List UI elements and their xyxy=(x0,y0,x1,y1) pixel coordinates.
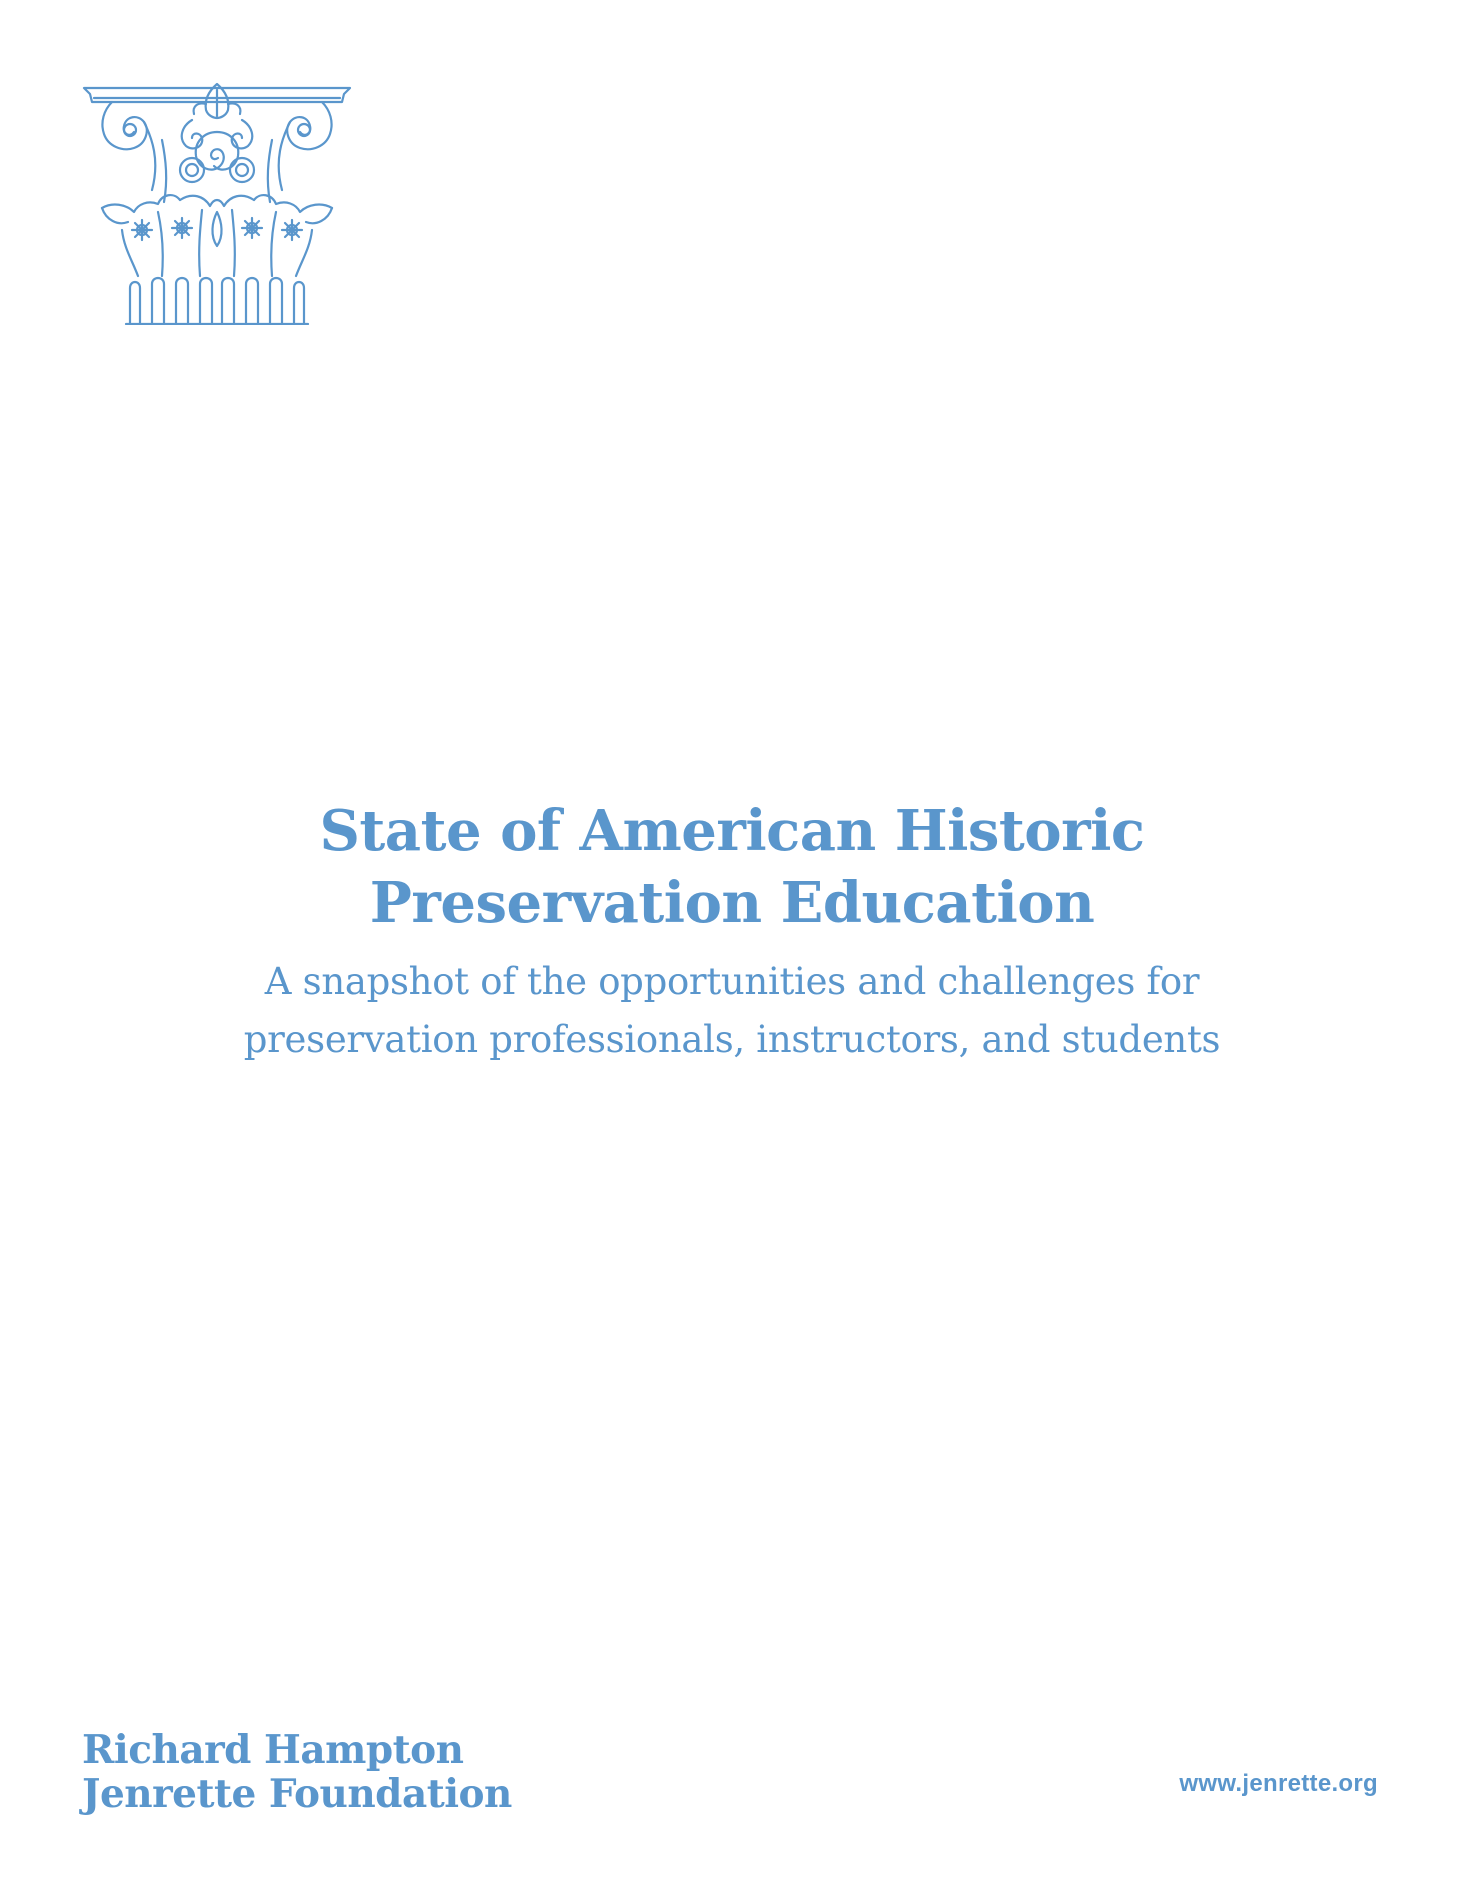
subtitle-line-2: preservation professionals, instructors, and students xyxy=(243,1018,1221,1061)
foundation-wordmark xyxy=(82,1728,512,1816)
subtitle-line-1: A snapshot of the opportunities and challenges for xyxy=(264,960,1200,1003)
title-line-1: State of American Historic xyxy=(319,798,1145,864)
cover-title-block xyxy=(0,795,1464,1069)
foundation-name-line-2: Jenrette Foundation xyxy=(82,1771,512,1817)
document-subtitle xyxy=(0,953,1464,1069)
website-url: www.jenrette.org xyxy=(1179,1770,1378,1797)
document-title xyxy=(0,795,1464,939)
foundation-name-line-1: Richard Hampton xyxy=(82,1727,464,1773)
title-line-2: Preservation Education xyxy=(369,870,1095,936)
corinthian-capital-icon xyxy=(82,80,352,325)
